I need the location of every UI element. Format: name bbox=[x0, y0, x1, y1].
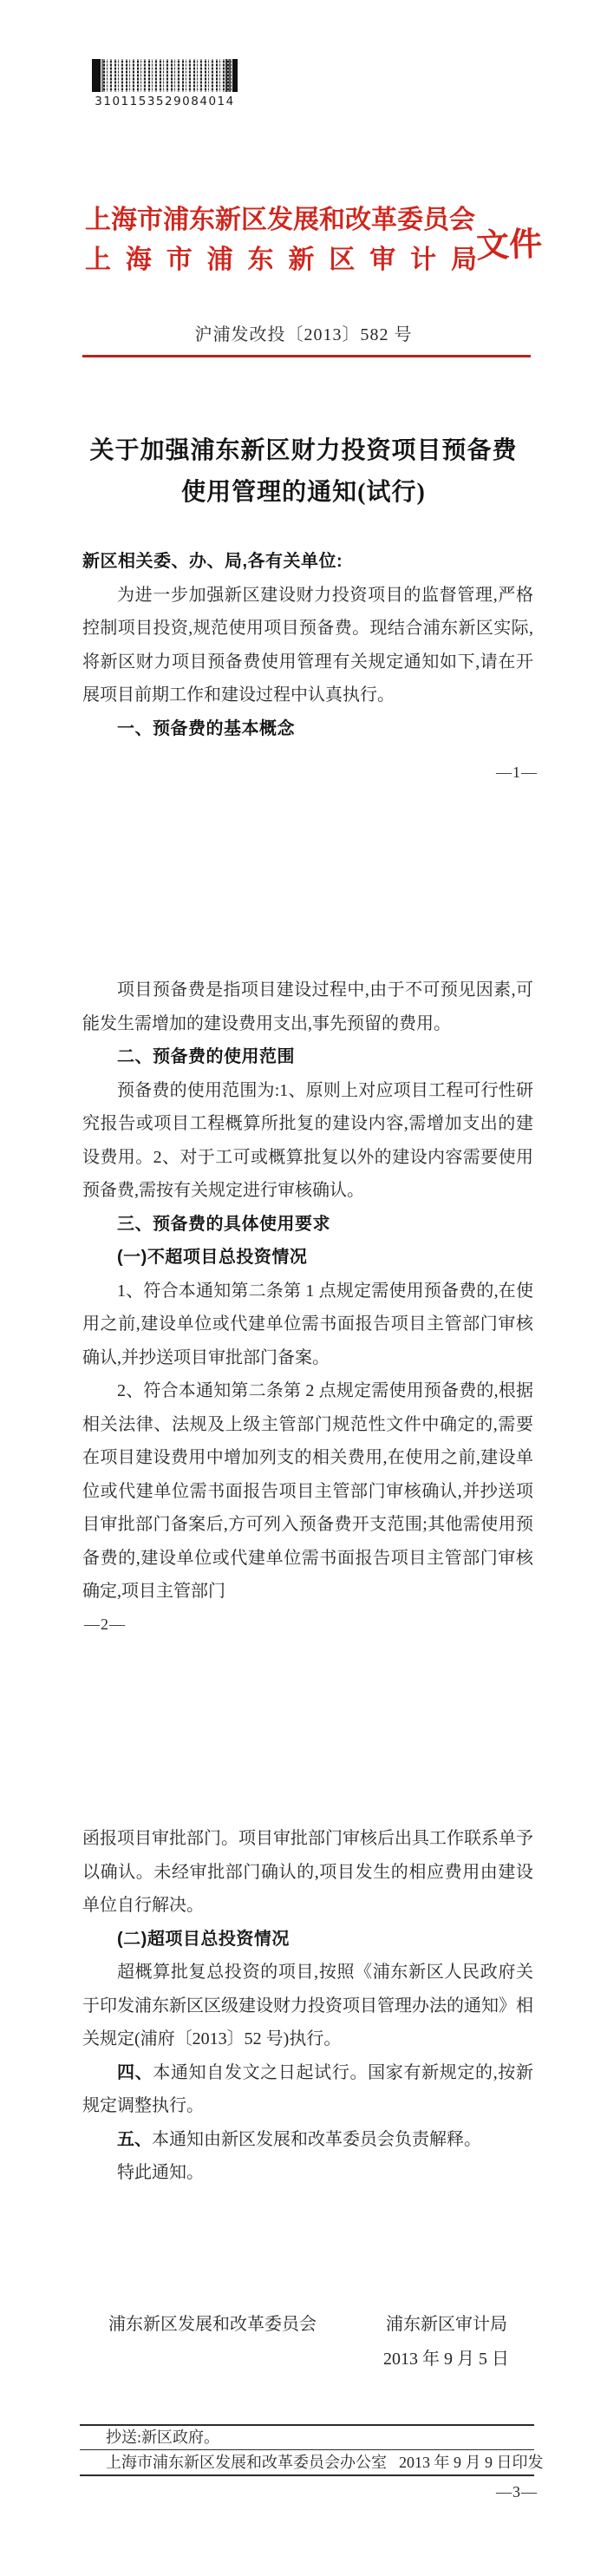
page-number-2: —2— bbox=[84, 1616, 126, 1633]
signature-date: 2013 年 9 月 5 日 bbox=[383, 2350, 509, 2369]
cc-line: 抄送:新区政府。 bbox=[80, 2426, 534, 2450]
barcode-number: 3101153529084014 bbox=[95, 95, 235, 108]
paragraph-over-budget: 超概算批复总投资的项目,按照《浦东新区人民政府关于印发浦东新区区级建设财力投资项目管理办法的通知》相关规定(浦府〔2013〕52 号)执行。 bbox=[82, 1963, 533, 2048]
signature-left-org: 浦东新区发展和改革委员会 bbox=[108, 2315, 317, 2334]
doc-title bbox=[43, 430, 564, 514]
doc-type-label: 文件 bbox=[475, 226, 543, 265]
doc-title-line1: 关于加强浦东新区财力投资项目预备费 bbox=[89, 437, 518, 464]
red-separator-line bbox=[82, 355, 531, 357]
paragraph-item5 bbox=[82, 2123, 533, 2157]
page2-body bbox=[82, 973, 533, 1609]
item4-text: 本通知自发文之日起试行。国家有新规定的,按新规定调整执行。 bbox=[82, 2062, 534, 2115]
letterhead bbox=[85, 200, 477, 280]
footer-box bbox=[80, 2424, 544, 2476]
paragraph-item4 bbox=[82, 2056, 533, 2123]
salutation: 新区相关委、办、局,各有关单位: bbox=[82, 552, 343, 571]
item5-text: 本通知由新区发展和改革委员会负责解释。 bbox=[152, 2129, 481, 2149]
section-heading-3: 三、预备费的具体使用要求 bbox=[117, 1214, 330, 1234]
closing-line: 特此通知。 bbox=[117, 2163, 204, 2182]
paragraph-item1: 1、符合本通知第二条第 1 点规定需使用预备费的,在使用之前,建设单位或代建单位需书面报告项目主管部门审核确认,并抄送项目审批部门备案。 bbox=[82, 1281, 533, 1367]
intro-paragraph: 为进一步加强新区建设财力投资项目的监督管理,严格控制项目投资,规范使用项目预备费。现结合浦东新区实际,将新区财力项目预备费使用管理有关规定通知如下,请在开展项目前期工作和建设过程中认真执行。 bbox=[82, 585, 533, 705]
page1-body bbox=[82, 545, 533, 745]
paragraph-item2: 2、符合本通知第二条第 2 点规定需使用预备费的,根据相关法律、法规及上级主管部门规范性文件中确定的,需要在项目建设费用中增加列支的相关费用,在使用之前,建设单位或代建单位需书面报告项目主管部门审核确认,并抄送项目审批部门备案后,方可列入预备费开支范围;其他需使用预备费的,建设单位或代建单位需书面报告项目主管部门审核确定,项目主管部门 bbox=[82, 1381, 533, 1601]
item4-number: 四、 bbox=[117, 2062, 153, 2082]
section-heading-2: 二、预备费的使用范围 bbox=[117, 1047, 295, 1066]
issuer-line bbox=[80, 2450, 544, 2476]
paragraph-definition: 项目预备费是指项目建设过程中,由于不可预见因素,可能发生需增加的建设费用支出,事先预留的费用。 bbox=[82, 980, 533, 1033]
signature-row bbox=[82, 2310, 533, 2335]
issuer-office: 上海市浦东新区发展和改革委员会办公室 bbox=[106, 2454, 387, 2471]
page-number-1: —1— bbox=[496, 764, 538, 781]
subsection-heading-2: (二)超项目总投资情况 bbox=[117, 1929, 290, 1949]
org-name-line1: 上海市浦东新区发展和改革委员会 bbox=[85, 206, 475, 234]
page-number-3: —3— bbox=[496, 2483, 538, 2501]
barcode-image bbox=[92, 59, 238, 92]
page3-body bbox=[82, 1822, 533, 2190]
paragraph-scope: 预备费的使用范围为:1、原则上对应项目工程可行性研究报告或项目工程概算所批复的建设内容,需增加支出的建设费用。2、对于工可或概算批复以外的建设内容需要使用预备费,需按有关规定进行审核确认。 bbox=[82, 1080, 533, 1200]
doc-number: 沪浦发改投〔2013〕582 号 bbox=[194, 325, 413, 344]
doc-title-line2: 使用管理的通知(试行) bbox=[181, 479, 426, 506]
paragraph-continuation: 函报项目审批部门。项目审批部门审核后出具工作联系单予以确认。未经审批部门确认的,项目发生的相应费用由建设单位自行解决。 bbox=[82, 1829, 533, 1915]
section-heading-1: 一、预备费的基本概念 bbox=[117, 718, 295, 738]
subsection-heading-1: (一)不超项目总投资情况 bbox=[117, 1248, 308, 1267]
item5-number: 五、 bbox=[117, 2129, 152, 2149]
org-name-line2: 上海市浦东新区审计局 bbox=[85, 246, 477, 274]
barcode bbox=[92, 59, 238, 108]
signature-right-org: 浦东新区审计局 bbox=[386, 2315, 507, 2334]
print-date: 2013 年 9 月 9 日印发 bbox=[399, 2454, 544, 2471]
